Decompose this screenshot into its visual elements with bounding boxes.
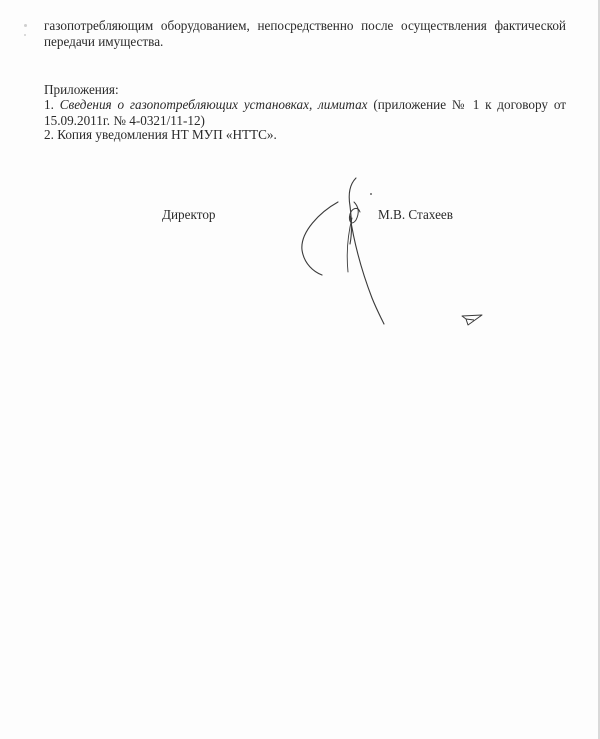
body-line-2: передачи имущества. <box>44 34 164 49</box>
pen-mark-icon <box>460 312 486 328</box>
attachment-item-1-line-1 <box>44 97 566 113</box>
attachment-item-1-rest: (приложение № 1 к договору от <box>373 97 566 112</box>
attachment-item-1-title: Сведения о газопотребляющих установках, лимитах <box>59 97 368 112</box>
signatory-name: М.В. Стахеев <box>378 207 454 222</box>
attachment-item-1-number: 1. <box>44 97 54 112</box>
attachment-item-2: 2. Копия уведомления НТ МУП «НТТС». <box>44 127 277 142</box>
scan-speck <box>24 34 26 36</box>
attachment-item-1 <box>44 97 566 129</box>
body-line-1: газопотребляющим оборудованием, непосредственно после осуществления фактической <box>44 18 566 33</box>
signatory-role: Директор <box>162 207 216 222</box>
handwritten-signature <box>290 172 400 332</box>
scan-speck <box>24 24 27 27</box>
attachment-item-1-line-2: 15.09.2011г. № 4-0321/11-12) <box>44 113 205 128</box>
attachments-heading: Приложения: <box>44 82 119 97</box>
body-paragraph <box>44 18 566 50</box>
